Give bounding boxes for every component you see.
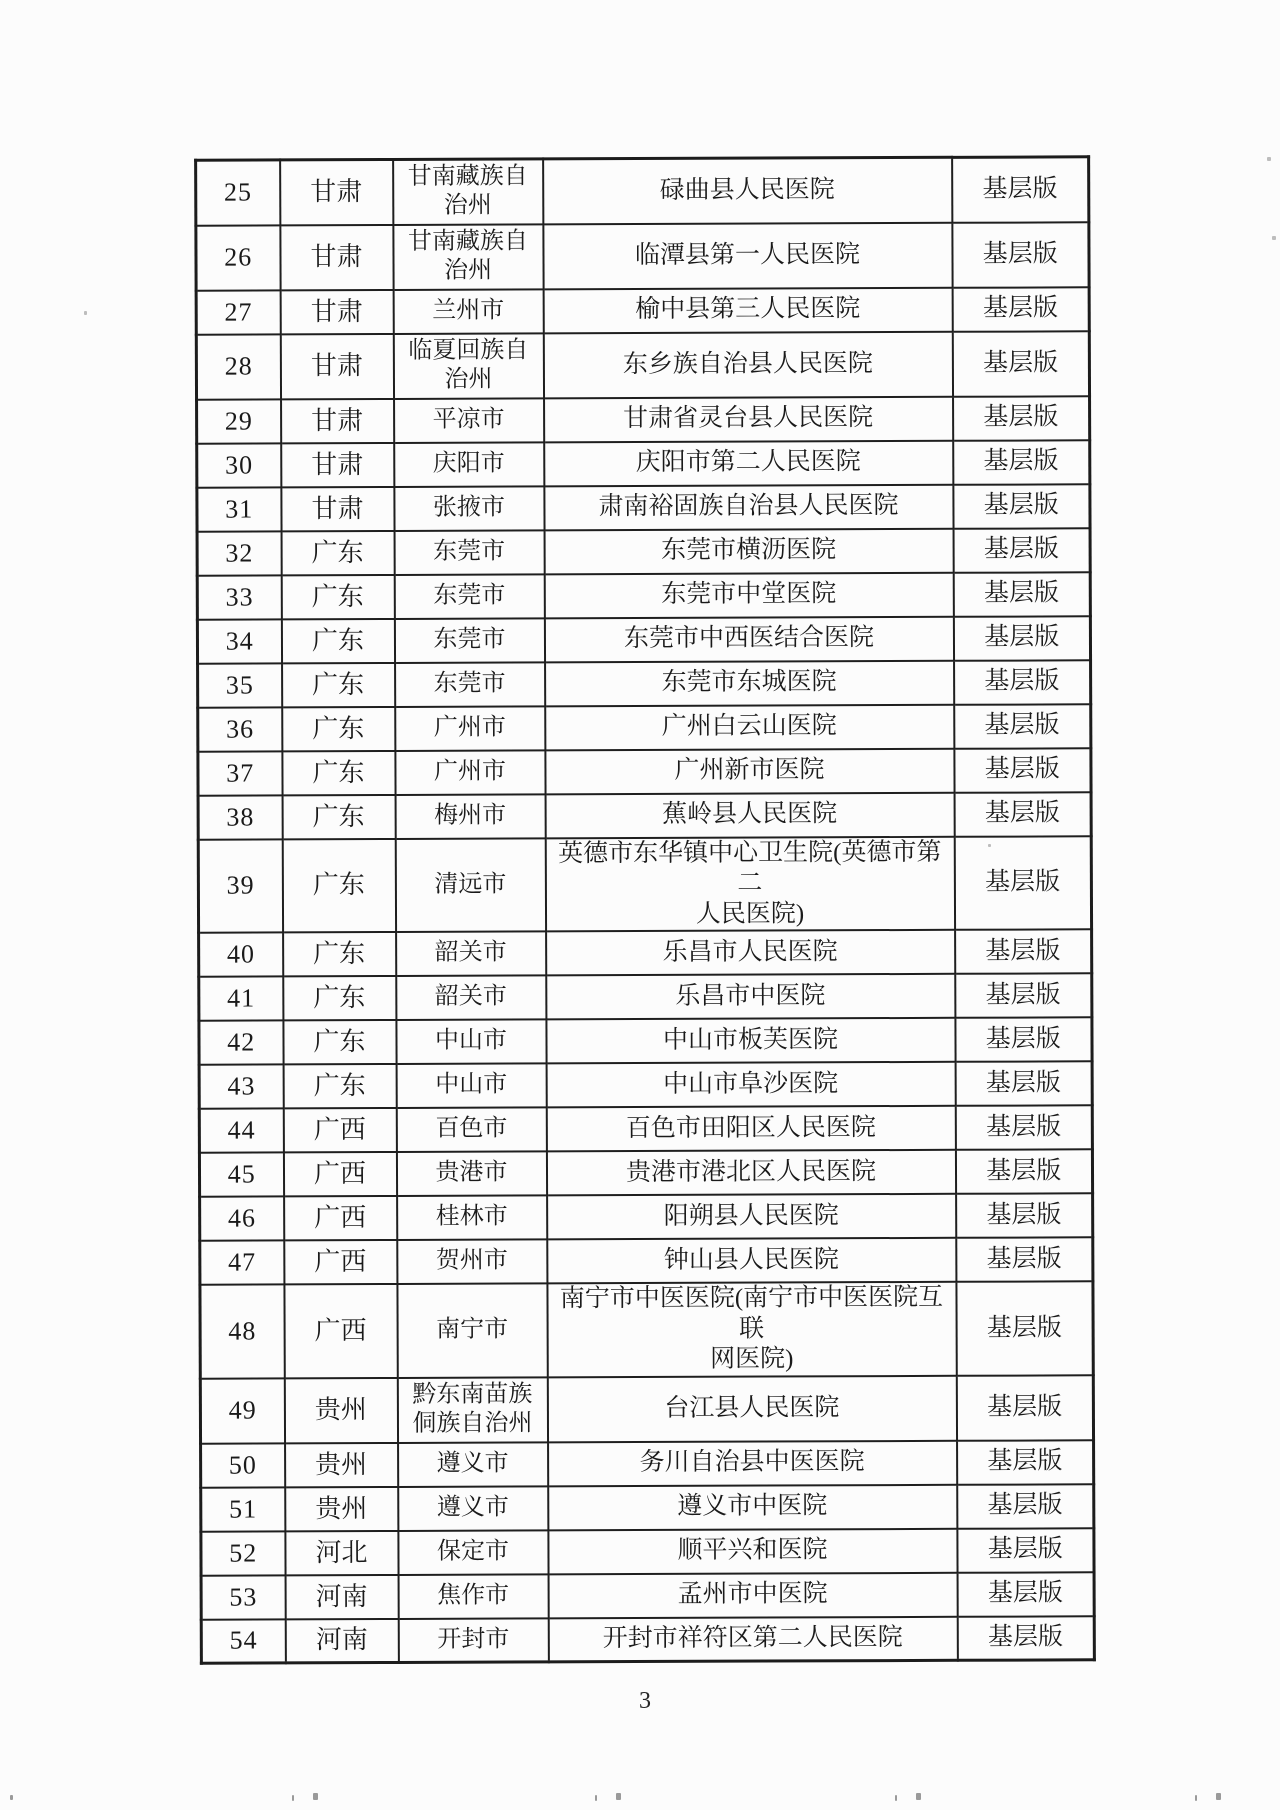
- province-cell: 甘肃: [280, 333, 393, 398]
- table-row: [198, 660, 1091, 707]
- hospital-name-cell: 蕉岭县人民医院: [545, 792, 954, 838]
- city-cell: 张掖市: [394, 486, 544, 531]
- hospital-name-cell: 孟州市中医院: [548, 1572, 957, 1618]
- hospital-name-cell: 肃南裕固族自治县人民医院: [544, 484, 953, 530]
- hospital-name-cell: 南宁市中医医院(南宁市中医医院互联 网医院): [547, 1282, 956, 1377]
- province-cell: 河南: [285, 1618, 398, 1662]
- city-cell: 甘南藏族自 治州: [393, 159, 543, 225]
- city-cell: 清远市: [395, 838, 545, 932]
- hospital-name-cell: 乐昌市人民医院: [546, 930, 955, 976]
- province-cell: 广西: [284, 1196, 397, 1240]
- scan-artifact-speck: [1272, 236, 1276, 240]
- hospital-name-cell: 中山市阜沙医院: [546, 1062, 955, 1108]
- city-cell: 遵义市: [398, 1442, 548, 1487]
- hospital-name-cell: 顺平兴和医院: [548, 1528, 957, 1574]
- table-row: [198, 792, 1091, 839]
- city-cell: 梅州市: [395, 794, 545, 839]
- version-cell: 基层版: [953, 440, 1090, 485]
- province-cell: 广西: [284, 1284, 397, 1378]
- hospital-name-cell: 东莞市东城医院: [545, 660, 954, 706]
- table-row: [199, 973, 1092, 1020]
- version-cell: 基层版: [955, 973, 1092, 1018]
- version-cell: 基层版: [953, 616, 1090, 661]
- table-row: [197, 396, 1090, 443]
- city-cell: 东莞市: [394, 618, 544, 663]
- table-row: [198, 836, 1091, 933]
- version-cell: 基层版: [954, 704, 1091, 749]
- province-cell: 广东: [283, 932, 396, 976]
- hospital-name-cell: 碌曲县人民医院: [543, 157, 952, 224]
- province-cell: 广东: [283, 976, 396, 1020]
- province-cell: 广东: [282, 838, 395, 932]
- hospital-name-cell: 东莞市中西医结合医院: [544, 616, 953, 662]
- scan-artifact-speck: [1267, 157, 1271, 161]
- hospital-name-cell: 中山市板芙医院: [546, 1018, 955, 1064]
- city-cell: 南宁市: [397, 1283, 547, 1377]
- scan-artifact-dash: [616, 1793, 621, 1800]
- row-number-cell: 49: [200, 1378, 284, 1443]
- version-cell: 基层版: [953, 572, 1090, 617]
- row-number-cell: 51: [201, 1487, 285, 1531]
- version-cell: 基层版: [952, 157, 1089, 223]
- hospital-name-cell: 台江县人民医院: [547, 1375, 956, 1442]
- row-number-cell: 54: [201, 1619, 285, 1663]
- row-number-cell: 44: [199, 1108, 283, 1152]
- city-cell: 韶关市: [396, 931, 546, 976]
- province-cell: 广东: [281, 618, 394, 662]
- table-row: [198, 748, 1091, 795]
- table-row: [196, 287, 1089, 334]
- row-number-cell: 52: [201, 1531, 285, 1575]
- table-row: [196, 222, 1089, 290]
- hospital-name-cell: 开封市祥符区第二人民医院: [548, 1616, 957, 1662]
- scan-artifact-speck: [988, 844, 991, 847]
- hospital-name-cell: 东乡族自治县人民医院: [543, 331, 952, 398]
- table-row: [197, 484, 1090, 531]
- city-cell: 广州市: [395, 706, 545, 751]
- row-number-cell: 29: [197, 399, 281, 443]
- scan-artifact-dash: [10, 1795, 13, 1800]
- row-number-cell: 48: [200, 1284, 284, 1378]
- row-number-cell: 37: [198, 751, 282, 795]
- version-cell: 基层版: [957, 1572, 1094, 1617]
- city-cell: 平凉市: [394, 398, 544, 443]
- row-number-cell: 53: [201, 1575, 285, 1619]
- row-number-cell: 43: [199, 1064, 283, 1108]
- hospital-name-cell: 广州白云山医院: [545, 704, 954, 750]
- city-cell: 桂林市: [397, 1195, 547, 1240]
- hospital-name-cell: 临潭县第一人民医院: [543, 222, 952, 289]
- hospital-name-cell: 务川自治县中医医院: [548, 1440, 957, 1486]
- scan-artifact-speck: [84, 311, 87, 315]
- city-cell: 贵港市: [396, 1151, 546, 1196]
- version-cell: 基层版: [955, 929, 1092, 974]
- table-row: [201, 1616, 1094, 1663]
- row-number-cell: 38: [198, 795, 282, 839]
- scan-artifact-dash: [895, 1795, 897, 1801]
- hospital-name-cell: 英德市东华镇中心卫生院(英德市第二 人民医院): [545, 836, 954, 931]
- hospital-name-cell: 钟山县人民医院: [547, 1238, 956, 1284]
- row-number-cell: 40: [199, 932, 283, 976]
- city-cell: 东莞市: [394, 574, 544, 619]
- version-cell: 基层版: [954, 660, 1091, 705]
- version-cell: 基层版: [956, 1281, 1093, 1375]
- version-cell: 基层版: [956, 1193, 1093, 1238]
- province-cell: 广西: [283, 1152, 396, 1196]
- table-row: [197, 572, 1090, 619]
- version-cell: 基层版: [956, 1237, 1093, 1282]
- scan-artifact-dash: [1195, 1795, 1197, 1801]
- province-cell: 甘肃: [281, 398, 394, 442]
- hospital-name-cell: 百色市田阳区人民医院: [546, 1106, 955, 1152]
- hospital-name-cell: 阳朔县人民医院: [547, 1194, 956, 1240]
- province-cell: 广东: [283, 1064, 396, 1108]
- hospital-name-cell: 东莞市中堂医院: [544, 572, 953, 618]
- row-number-cell: 47: [200, 1240, 284, 1284]
- version-cell: 基层版: [954, 836, 1091, 930]
- row-number-cell: 25: [196, 160, 280, 225]
- version-cell: 基层版: [955, 1061, 1092, 1106]
- hospital-list-table: [194, 155, 1096, 1664]
- table-row: [201, 1484, 1094, 1531]
- table-row: [201, 1440, 1094, 1487]
- hospital-name-cell: 庆阳市第二人民医院: [544, 440, 953, 486]
- hospital-name-cell: 榆中县第三人民医院: [543, 287, 952, 333]
- province-cell: 广东: [282, 662, 395, 706]
- row-number-cell: 33: [197, 575, 281, 619]
- province-cell: 广东: [281, 574, 394, 618]
- scan-artifact-dash: [292, 1795, 294, 1801]
- table-row: [200, 1281, 1093, 1378]
- version-cell: 基层版: [954, 748, 1091, 793]
- version-cell: 基层版: [952, 331, 1089, 397]
- city-cell: 临夏回族自 治州: [393, 333, 543, 399]
- row-number-cell: 31: [197, 487, 281, 531]
- version-cell: 基层版: [955, 1017, 1092, 1062]
- city-cell: 黔东南苗族 侗族自治州: [397, 1377, 547, 1443]
- table-row: [198, 704, 1091, 751]
- table-row: [196, 331, 1089, 399]
- row-number-cell: 27: [196, 290, 280, 334]
- table-row: [201, 1572, 1094, 1619]
- version-cell: 基层版: [952, 222, 1089, 288]
- table-row: [196, 157, 1089, 225]
- province-cell: 河南: [285, 1574, 398, 1618]
- scan-artifact-dash: [595, 1795, 597, 1801]
- province-cell: 广东: [282, 706, 395, 750]
- version-cell: 基层版: [956, 1375, 1093, 1441]
- scan-artifact-dash: [313, 1793, 318, 1800]
- version-cell: 基层版: [957, 1484, 1094, 1529]
- table-row: [199, 1061, 1092, 1108]
- table-row: [199, 929, 1092, 976]
- province-cell: 广西: [283, 1108, 396, 1152]
- city-cell: 贺州市: [397, 1239, 547, 1284]
- version-cell: 基层版: [957, 1616, 1094, 1661]
- row-number-cell: 39: [198, 839, 282, 933]
- scan-artifact-dash: [1216, 1793, 1221, 1800]
- hospital-name-cell: 贵港市港北区人民医院: [546, 1150, 955, 1196]
- hospital-name-cell: 广州新市医院: [545, 748, 954, 794]
- province-cell: 贵州: [285, 1486, 398, 1530]
- table-row: [199, 1105, 1092, 1152]
- version-cell: 基层版: [957, 1440, 1094, 1485]
- hospital-name-cell: 东莞市横沥医院: [544, 528, 953, 574]
- row-number-cell: 30: [197, 443, 281, 487]
- table-row: [199, 1149, 1092, 1196]
- hospital-name-cell: 遵义市中医院: [548, 1484, 957, 1530]
- page-number: 3: [639, 1688, 651, 1714]
- row-number-cell: 35: [198, 663, 282, 707]
- version-cell: 基层版: [952, 287, 1089, 332]
- city-cell: 庆阳市: [394, 442, 544, 487]
- city-cell: 遵义市: [398, 1486, 548, 1531]
- city-cell: 东莞市: [394, 530, 544, 575]
- city-cell: 开封市: [398, 1618, 548, 1663]
- city-cell: 中山市: [396, 1019, 546, 1064]
- province-cell: 广西: [284, 1240, 397, 1284]
- hospital-name-cell: 甘肃省灵台县人民医院: [544, 396, 953, 442]
- province-cell: 甘肃: [281, 442, 394, 486]
- hospital-table-body: [196, 157, 1095, 1663]
- table-row: [200, 1193, 1093, 1240]
- city-cell: 兰州市: [393, 289, 543, 334]
- row-number-cell: 36: [198, 707, 282, 751]
- row-number-cell: 26: [196, 225, 280, 290]
- city-cell: 中山市: [396, 1063, 546, 1108]
- row-number-cell: 34: [197, 619, 281, 663]
- version-cell: 基层版: [955, 1105, 1092, 1150]
- row-number-cell: 46: [200, 1196, 284, 1240]
- row-number-cell: 42: [199, 1020, 283, 1064]
- province-cell: 甘肃: [281, 486, 394, 530]
- table-row: [197, 528, 1090, 575]
- province-cell: 广东: [283, 1020, 396, 1064]
- row-number-cell: 28: [196, 334, 280, 399]
- province-cell: 甘肃: [280, 224, 393, 289]
- table-row: [199, 1017, 1092, 1064]
- scan-artifact-dash: [916, 1793, 921, 1800]
- city-cell: 东莞市: [395, 662, 545, 707]
- province-cell: 贵州: [285, 1442, 398, 1486]
- city-cell: 甘南藏族自 治州: [393, 224, 543, 290]
- table-row: [201, 1528, 1094, 1575]
- row-number-cell: 32: [197, 531, 281, 575]
- version-cell: 基层版: [953, 528, 1090, 573]
- province-cell: 广东: [282, 794, 395, 838]
- version-cell: 基层版: [957, 1528, 1094, 1573]
- hospital-name-cell: 乐昌市中医院: [546, 974, 955, 1020]
- province-cell: 广东: [282, 750, 395, 794]
- version-cell: 基层版: [953, 396, 1090, 441]
- version-cell: 基层版: [954, 792, 1091, 837]
- city-cell: 保定市: [398, 1530, 548, 1575]
- province-cell: 贵州: [284, 1377, 397, 1442]
- table-row: [200, 1375, 1093, 1443]
- row-number-cell: 45: [199, 1152, 283, 1196]
- province-cell: 甘肃: [280, 159, 393, 224]
- province-cell: 广东: [281, 530, 394, 574]
- version-cell: 基层版: [953, 484, 1090, 529]
- table-row: [197, 616, 1090, 663]
- city-cell: 韶关市: [396, 975, 546, 1020]
- row-number-cell: 41: [199, 976, 283, 1020]
- version-cell: 基层版: [955, 1149, 1092, 1194]
- province-cell: 甘肃: [280, 289, 393, 333]
- city-cell: 焦作市: [398, 1574, 548, 1619]
- table-row: [200, 1237, 1093, 1284]
- province-cell: 河北: [285, 1530, 398, 1574]
- row-number-cell: 50: [201, 1443, 285, 1487]
- city-cell: 百色市: [396, 1107, 546, 1152]
- table-row: [197, 440, 1090, 487]
- city-cell: 广州市: [395, 750, 545, 795]
